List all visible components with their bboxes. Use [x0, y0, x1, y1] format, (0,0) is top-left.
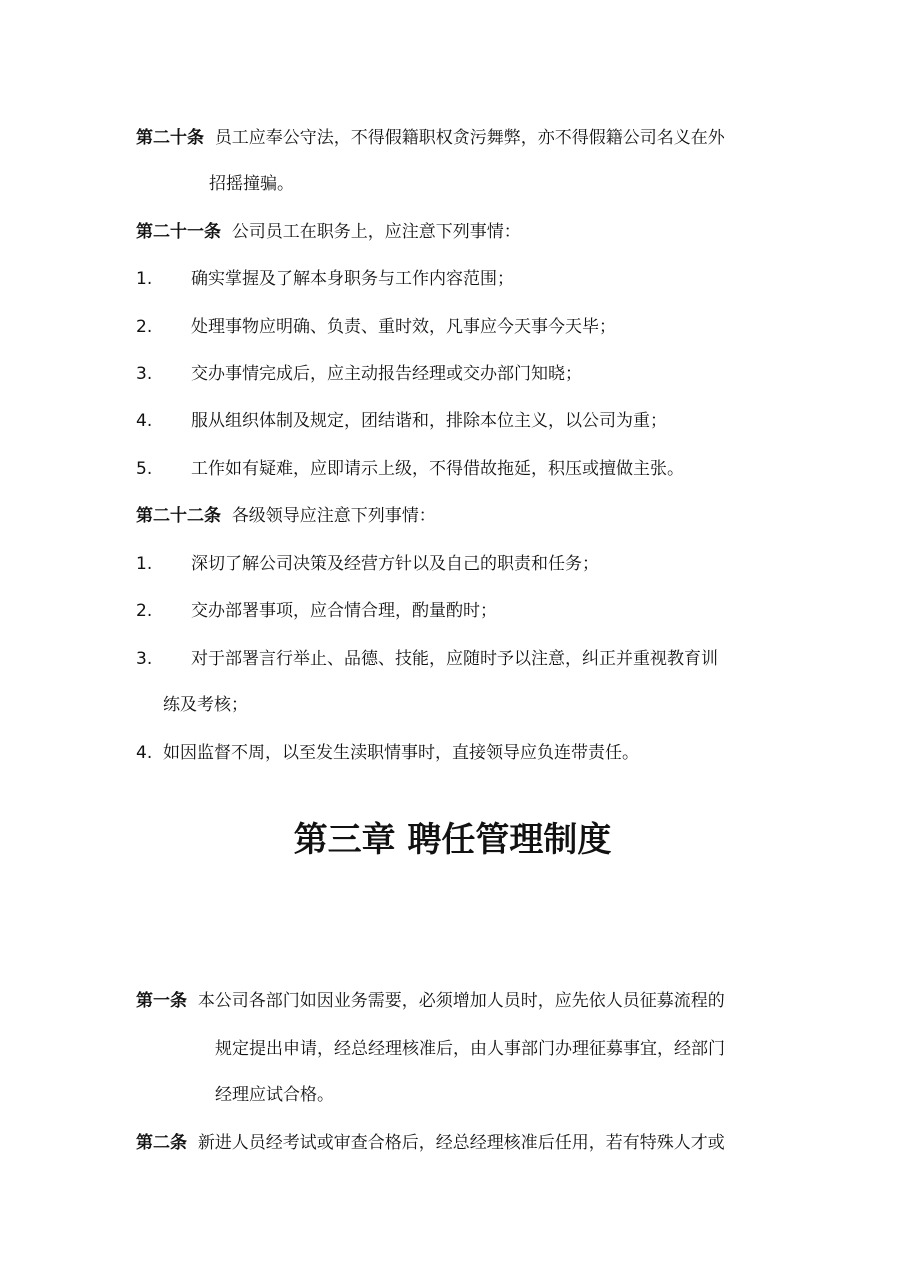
list-item-number: 4. — [136, 411, 153, 431]
list-item-text: 交办事情完成后，应主动报告经理或交办部门知晓； — [191, 364, 582, 384]
list-item-text: 交办部署事项，应合情合理，酌量酌时； — [191, 601, 497, 621]
article-20-line-1 — [136, 126, 725, 150]
list-item-number: 3. — [136, 649, 153, 669]
article-21-heading — [136, 220, 521, 244]
ch3-article-1-line-3 — [215, 1083, 334, 1107]
list-item-text: 确实掌握及了解本身职务与工作内容范围； — [191, 269, 514, 289]
list-item-text-cont: 练及考核； — [163, 695, 248, 715]
ch3-article-2-text: 新进人员经考试或审查合格后，经总经理核准后任用，若有特殊人才或 — [197, 1133, 725, 1153]
article-22-label: 第二十二条 — [136, 506, 221, 526]
list-item-number: 2. — [136, 601, 153, 621]
article-20-text: 员工应奉公守法，不得假籍职权贪污舞弊，亦不得假籍公司名义在外 — [214, 128, 725, 148]
list-item-number: 1. — [136, 554, 153, 574]
list-item-number: 5. — [136, 459, 153, 479]
article-22-text: 各级领导应注意下列事情： — [231, 506, 436, 526]
list-item-text: 工作如有疑难，应即请示上级，不得借故拖延，积压或擅做主张。 — [191, 459, 684, 479]
article-21-label: 第二十一条 — [136, 222, 221, 242]
list-item-text: 处理事物应明确、负责、重时效，凡事应今天事今天毕； — [191, 317, 616, 337]
ch3-article-1-line-2 — [215, 1037, 725, 1061]
ch3-article-2-line-1 — [136, 1131, 725, 1155]
article-20-line-2 — [209, 172, 294, 196]
ch3-article-1-text-cont: 经理应试合格。 — [215, 1085, 334, 1105]
list-item-text: 如因监督不周，以至发生渎职情事时，直接领导应负连带责任。 — [163, 743, 639, 763]
list-item-text: 对于部署言行举止、品德、技能，应随时予以注意，纠正并重视教育训 — [191, 649, 718, 669]
list-item — [136, 741, 639, 765]
list-item-continuation — [163, 693, 248, 717]
article-20-text-cont: 招摇撞骗。 — [209, 174, 294, 194]
list-item — [136, 599, 497, 623]
list-item — [136, 315, 616, 339]
list-item — [136, 647, 718, 671]
list-item-text: 深切了解公司决策及经营方针以及自己的职责和任务； — [191, 554, 599, 574]
list-item — [136, 552, 599, 576]
ch3-article-1-line-1 — [136, 989, 725, 1013]
list-item — [136, 457, 684, 481]
article-22-heading — [136, 504, 436, 528]
article-20-label: 第二十条 — [136, 128, 204, 148]
list-item — [136, 362, 582, 386]
list-item — [136, 267, 514, 291]
list-item-number: 2. — [136, 317, 153, 337]
list-item-text: 服从组织体制及规定，团结谐和，排除本位主义，以公司为重； — [191, 411, 667, 431]
article-21-text: 公司员工在职务上，应注意下列事情： — [231, 222, 521, 242]
list-item-number: 1. — [136, 269, 153, 289]
list-item-number: 3. — [136, 364, 153, 384]
ch3-article-1-text-cont: 规定提出申请，经总经理核准后，由人事部门办理征募事宜，经部门 — [215, 1039, 725, 1059]
ch3-article-1-label: 第一条 — [136, 991, 187, 1011]
chapter-title: 第三章 聘任管理制度 — [293, 820, 612, 860]
ch3-article-2-label: 第二条 — [136, 1133, 187, 1153]
list-item — [136, 409, 667, 433]
list-item-number: 4. — [136, 743, 153, 763]
ch3-article-1-text: 本公司各部门如因业务需要，必须增加人员时，应先依人员征募流程的 — [197, 991, 725, 1011]
